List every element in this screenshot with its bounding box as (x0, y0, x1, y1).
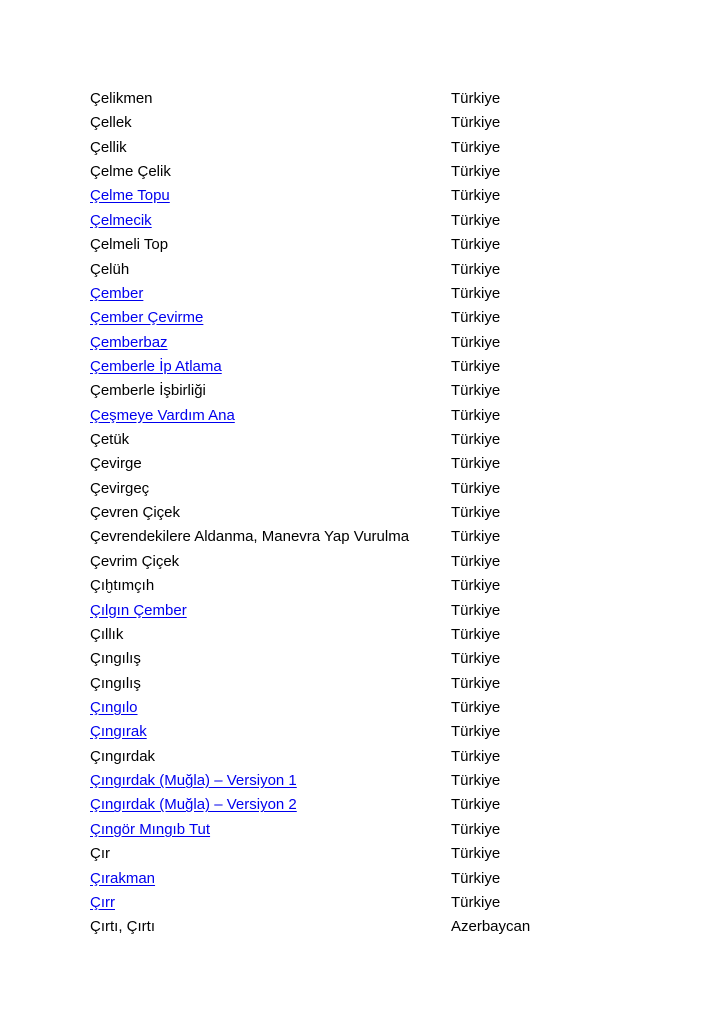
list-item (90, 647, 650, 671)
game-name-link[interactable]: Çember Çevirme (90, 309, 204, 327)
country-label: Türkiye (451, 577, 501, 595)
list-item (90, 599, 650, 623)
game-name-text: Çevrim Çiçek (90, 552, 180, 570)
country-label: Türkiye (451, 528, 501, 546)
game-name-text: Çemberle İşbirliği (90, 382, 206, 400)
country-label: Türkiye (451, 309, 501, 327)
country-label: Türkiye (451, 625, 501, 643)
list-item (90, 915, 650, 939)
game-name-text: Çıngılış (90, 650, 141, 668)
game-name-text: Çır (90, 845, 110, 863)
game-name-text: Çevirge (90, 455, 142, 473)
game-name-text: Çevrendekilere Aldanma, Manevra Yap Vurulma (90, 528, 410, 546)
game-name-link[interactable]: Çemberbaz (90, 333, 168, 351)
list-item (90, 745, 650, 769)
country-label: Türkiye (451, 333, 501, 351)
country-label: Türkiye (451, 455, 501, 473)
country-label: Türkiye (451, 698, 501, 716)
list-item (90, 87, 650, 111)
game-name-link[interactable]: Çemberle İp Atlama (90, 357, 222, 375)
country-label: Türkiye (451, 796, 501, 814)
list-item (90, 623, 650, 647)
list-item (90, 769, 650, 793)
list-item (90, 720, 650, 744)
game-name-link[interactable]: Çırakman (90, 869, 156, 887)
country-label: Türkiye (451, 601, 501, 619)
game-name-link[interactable]: Çılgın Çember (90, 601, 187, 619)
list-item (90, 793, 650, 817)
country-label: Türkiye (451, 552, 501, 570)
game-name-text: Çelme Çelik (90, 163, 171, 181)
game-name-text: Çetük (90, 431, 130, 449)
game-name-link[interactable]: Çember (90, 284, 144, 302)
country-label: Türkiye (451, 674, 501, 692)
game-name-link[interactable]: Çıngırak (90, 723, 147, 741)
list-item (90, 818, 650, 842)
country-label: Türkiye (451, 211, 501, 229)
list-item (90, 306, 650, 330)
list-item (90, 184, 650, 208)
list-item (90, 477, 650, 501)
country-label: Türkiye (451, 357, 501, 375)
game-name-text: Çelmeli Top (90, 236, 169, 254)
country-label: Türkiye (451, 260, 501, 278)
country-label: Türkiye (451, 504, 501, 522)
list-item (90, 331, 650, 355)
list-item (90, 867, 650, 891)
game-name-link[interactable]: Çıngılo (90, 698, 138, 716)
country-label: Türkiye (451, 163, 501, 181)
country-label: Azerbaycan (451, 918, 531, 936)
game-name-text: Çellik (90, 138, 127, 156)
game-name-text: Çevren Çiçek (90, 504, 181, 522)
list-item (90, 209, 650, 233)
list-item (90, 574, 650, 598)
list-item (90, 379, 650, 403)
country-label: Türkiye (451, 479, 501, 497)
country-label: Türkiye (451, 406, 501, 424)
game-name-link[interactable]: Çelmecik (90, 211, 152, 229)
game-name-link[interactable]: Çelme Topu (90, 187, 170, 205)
game-name-link[interactable]: Çırr (90, 893, 115, 911)
country-label: Türkiye (451, 845, 501, 863)
game-name-text: Çıḫtımçıh (90, 577, 155, 595)
list-item (90, 282, 650, 306)
list-item (90, 136, 650, 160)
game-name-link[interactable]: Çıngırdak (Muğla) – Versiyon 2 (90, 796, 297, 814)
games-country-list (90, 87, 650, 940)
country-label: Türkiye (451, 869, 501, 887)
list-item (90, 404, 650, 428)
game-name-link[interactable]: Çıngör Mıngıb Tut (90, 820, 211, 838)
list-item (90, 550, 650, 574)
list-item (90, 428, 650, 452)
game-name-text: Çırtı, Çırtı (90, 918, 155, 936)
list-item (90, 842, 650, 866)
country-label: Türkiye (451, 114, 501, 132)
game-name-text: Çelikmen (90, 90, 153, 107)
country-label: Türkiye (451, 138, 501, 156)
country-label: Türkiye (451, 772, 501, 790)
game-name-text: Çıngırdak (90, 747, 156, 765)
list-item (90, 672, 650, 696)
game-name-link[interactable]: Çıngırdak (Muğla) – Versiyon 1 (90, 772, 297, 790)
country-label: Türkiye (451, 236, 501, 254)
game-name-text: Çıllık (90, 625, 124, 643)
country-label: Türkiye (451, 382, 501, 400)
game-name-link[interactable]: Çeşmeye Vardım Ana (90, 406, 235, 424)
game-name-text: Çıngılış (90, 674, 141, 692)
list-item (90, 452, 650, 476)
game-name-text: Çellek (90, 114, 132, 132)
game-name-text: Çelüh (90, 260, 130, 278)
list-item (90, 525, 650, 549)
country-label: Türkiye (451, 90, 501, 107)
country-label: Türkiye (451, 747, 501, 765)
list-item (90, 233, 650, 257)
country-label: Türkiye (451, 893, 501, 911)
country-label: Türkiye (451, 650, 501, 668)
country-label: Türkiye (451, 820, 501, 838)
game-name-text: Çevirgeç (90, 479, 150, 497)
country-label: Türkiye (451, 723, 501, 741)
list-item (90, 111, 650, 135)
list-item (90, 160, 650, 184)
country-label: Türkiye (451, 431, 501, 449)
country-label: Türkiye (451, 284, 501, 302)
list-item (90, 258, 650, 282)
country-label: Türkiye (451, 187, 501, 205)
list-item (90, 891, 650, 915)
list-item (90, 355, 650, 379)
list-item (90, 501, 650, 525)
list-item (90, 696, 650, 720)
